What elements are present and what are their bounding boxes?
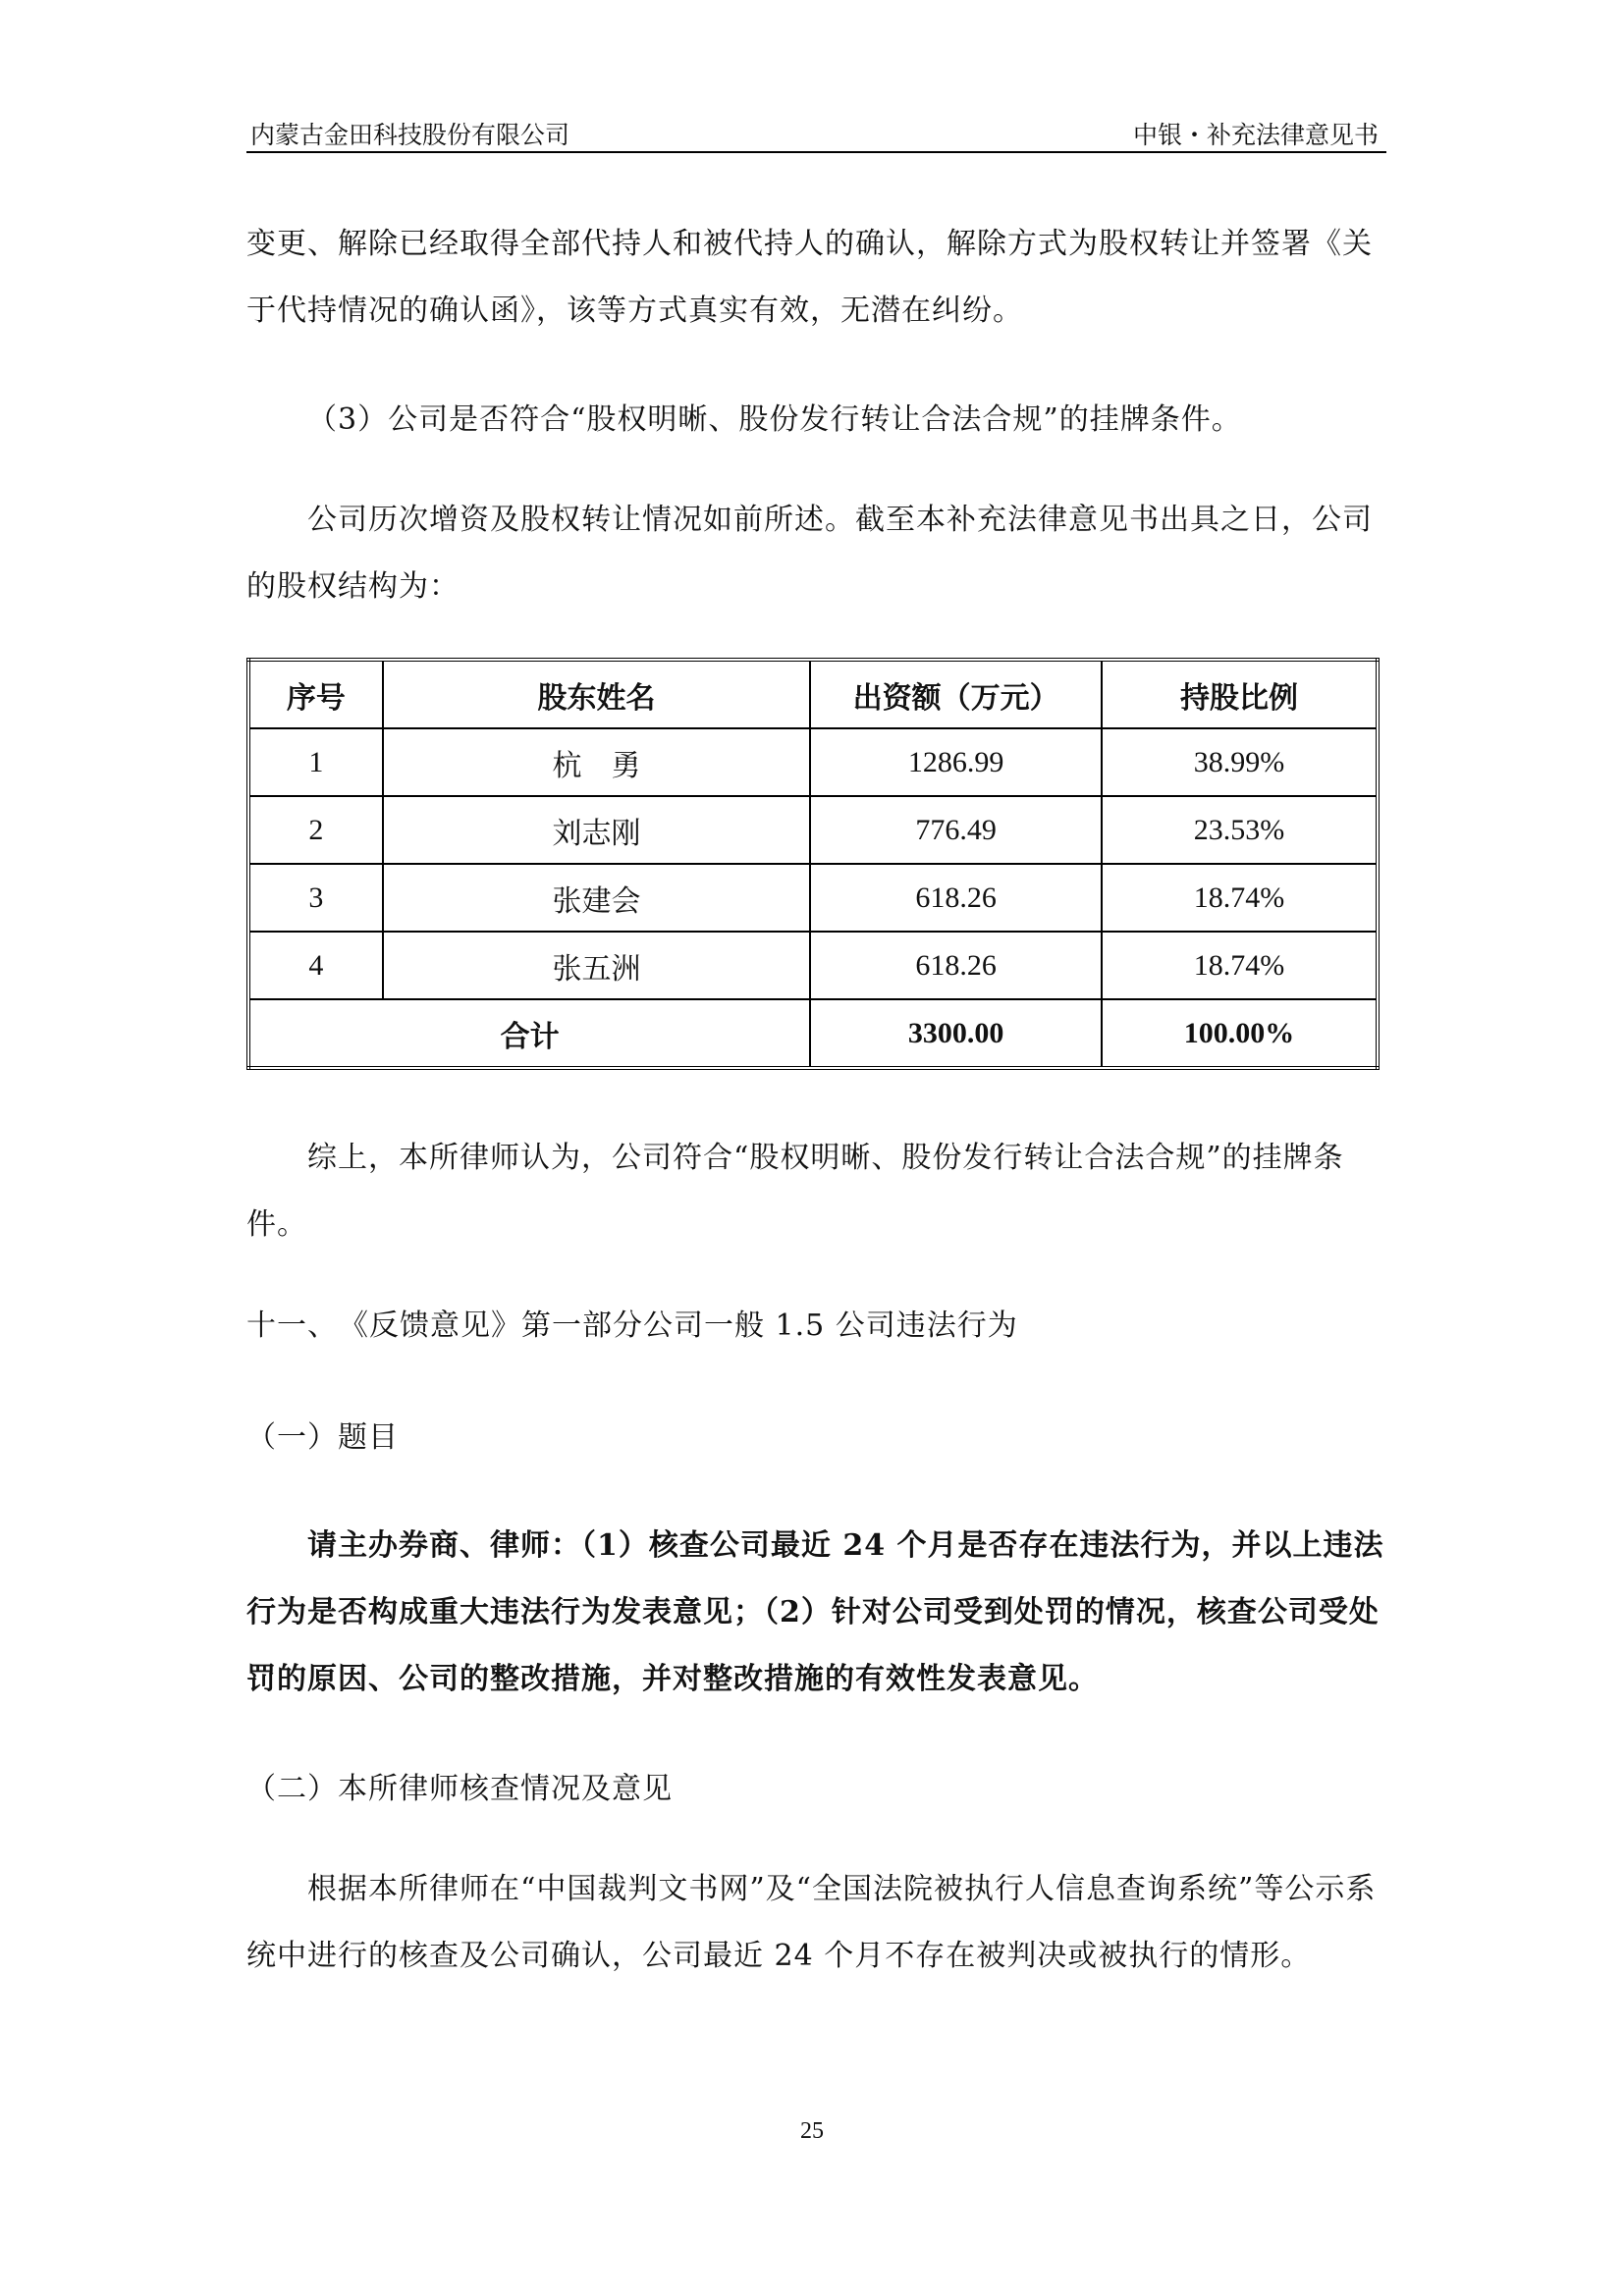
cell-total-ratio: 100.00% [1102, 999, 1378, 1068]
paragraph-question-3: （3）公司是否符合“股权明晰、股份发行转让合法合规”的挂牌条件。 [307, 402, 1242, 437]
header-document-title: 中银・补充法律意见书 [1132, 121, 1379, 149]
page-number: 25 [800, 2118, 824, 2144]
cell-ratio: 18.74% [1102, 932, 1378, 999]
table-row [248, 932, 1378, 999]
paragraph-findings: 根据本所律师在“中国裁判文书网”及“全国法院被执行人信息查询系统”等公示系统中进行的核查及公司确认，公司最近 24 个月不存在被判决或被执行的情形。 [246, 1872, 1377, 1973]
cell-seq: 2 [248, 796, 383, 864]
cell-seq: 1 [248, 728, 383, 796]
section-heading-11: 十一、 《反馈意见》第一部分公司一般 1.5 公司违法行为 [246, 1308, 1018, 1343]
table-row [248, 728, 1378, 796]
column-header-shareholder: 股东姓名 [383, 660, 811, 728]
page-header [246, 112, 1386, 153]
cell-seq: 3 [248, 864, 383, 932]
header-company-name: 内蒙古金田科技股份有限公司 [250, 121, 570, 149]
cell-shareholder: 刘志刚 [383, 796, 811, 864]
column-header-seq: 序号 [248, 660, 383, 728]
cell-capital: 618.26 [810, 932, 1102, 999]
paragraph-feedback-question: 请主办券商、律师：（1）核查公司最近 24 个月是否存在违法行为，并以上违法行为是否构成重大违法行为发表意见；（2）针对公司受到处罚的情况，核查公司受处罚的原因、公司的整改措施，并对整改措施的有效性发表意见。 [246, 1528, 1384, 1696]
cell-shareholder: 张五洲 [383, 932, 811, 999]
cell-total-capital: 3300.00 [810, 999, 1102, 1068]
cell-seq: 4 [248, 932, 383, 999]
cell-ratio: 38.99% [1102, 728, 1378, 796]
cell-shareholder: 张建会 [383, 864, 811, 932]
subsection-heading-question: （一）题目 [246, 1420, 399, 1455]
cell-shareholder: 杭 勇 [383, 728, 811, 796]
cell-total-label: 合计 [248, 999, 810, 1068]
cell-ratio: 18.74% [1102, 864, 1378, 932]
shareholding-table [246, 658, 1380, 1070]
paragraph-confirmation: 变更、解除已经取得全部代持人和被代持人的确认，解除方式为股权转让并签署《关于代持情况的确认函》，该等方式真实有效，无潜在纠纷。 [246, 227, 1373, 328]
table-header-row [248, 660, 1378, 728]
column-header-capital: 出资额（万元） [810, 660, 1102, 728]
cell-ratio: 23.53% [1102, 796, 1378, 864]
cell-capital: 776.49 [810, 796, 1102, 864]
subsection-heading-findings: （二）本所律师核查情况及意见 [246, 1772, 673, 1806]
paragraph-conclusion: 综上，本所律师认为，公司符合“股权明晰、股份发行转让合法合规”的挂牌条件。 [246, 1141, 1344, 1242]
cell-capital: 618.26 [810, 864, 1102, 932]
column-header-ratio: 持股比例 [1102, 660, 1378, 728]
table-row [248, 796, 1378, 864]
table-total-row [248, 999, 1378, 1068]
paragraph-equity-intro: 公司历次增资及股权转让情况如前所述。截至本补充法律意见书出具之日，公司的股权结构为： [246, 503, 1373, 604]
cell-capital: 1286.99 [810, 728, 1102, 796]
table-row [248, 864, 1378, 932]
